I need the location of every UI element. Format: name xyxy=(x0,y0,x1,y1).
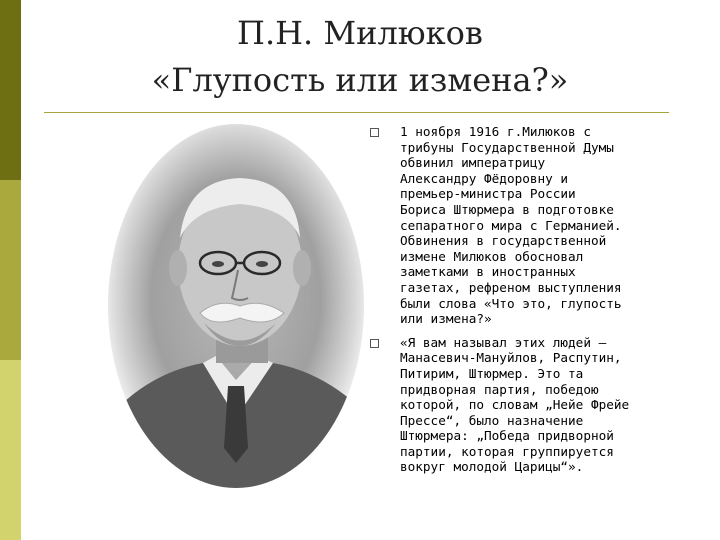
bullet-item xyxy=(370,124,680,327)
title-line-2: «Глупость или измена?» xyxy=(151,61,569,99)
sidebar-block-mid xyxy=(0,180,21,360)
portrait-eye-right xyxy=(256,261,268,267)
bullet-text: «Я вам называл этих людей — Манасевич-Мануйлов, Распутин, Питирим, Штюрмер. Это та придворная партия, победою которой, по словам „Нейе Фрейе Прессе“, было назначение Штюрмера: „Победа придворной партии, которая группируется вокруг молодой Царицы“». xyxy=(400,334,630,475)
sidebar-block-light xyxy=(0,360,21,540)
sidebar-block-dark xyxy=(0,0,21,180)
bullet-list xyxy=(370,124,680,483)
square-bullet-icon xyxy=(370,128,379,137)
square-bullet-icon xyxy=(370,339,379,348)
bullet-item xyxy=(370,335,680,475)
portrait-photo xyxy=(108,118,370,490)
bullet-text: 1 ноября 1916 г.Милюков с трибуны Государственной Думы обвинил императрицу Александру Фёдоровну и премьер-министра России Бориса Штюрмера в подготовке сепаратного мира с Германией. Обвинения в государственной измене Милюков обосновал заметками в иностранных газетах, рефреном выступления были слова «Что это, глупость или измена?» xyxy=(400,124,622,327)
portrait-eye-left xyxy=(212,261,224,267)
title-divider xyxy=(44,112,669,113)
portrait-ear-left xyxy=(169,250,187,286)
portrait-ear-right xyxy=(293,250,311,286)
portrait-moustache xyxy=(200,303,284,322)
portrait-tie xyxy=(224,386,248,463)
title-line-1: П.Н. Милюков xyxy=(237,14,483,52)
sidebar-stripe xyxy=(0,0,21,540)
slide-title xyxy=(60,10,660,104)
